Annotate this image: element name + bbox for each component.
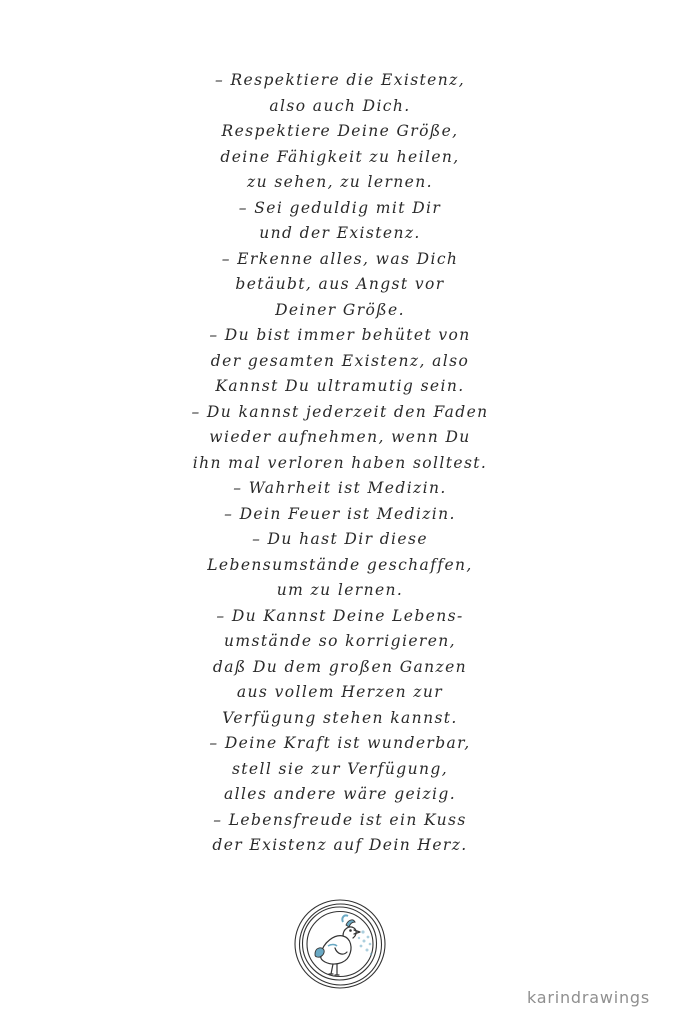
poem-line: – Wahrheit ist Medizin. xyxy=(233,479,447,497)
poem-line: – Erkenne alles, was Dich xyxy=(221,249,459,268)
poem-line: – Du hast Dir diese xyxy=(252,530,428,548)
poem-line: – Du bist immer behütet von xyxy=(209,326,471,344)
poem-line: Kannst Du ultramutig sein. xyxy=(215,377,465,395)
bird-in-circle-icon xyxy=(291,896,389,992)
poem-line: der gesamten Existenz, also xyxy=(210,351,470,370)
poem-line: und der Existenz. xyxy=(259,224,421,242)
poem-line: Lebensumstände geschaffen, xyxy=(207,555,473,574)
poem-line: daß Du dem großen Ganzen xyxy=(212,657,468,676)
poem-line: – Deine Kraft ist wunderbar, xyxy=(209,734,471,752)
poem-line: – Sei geduldig mit Dir xyxy=(238,198,442,217)
poem-line: deine Fähigkeit zu heilen, xyxy=(220,147,460,166)
poem-line: – Dein Feuer ist Medizin. xyxy=(224,504,456,523)
poem-line: – Du Kannst Deine Lebens- xyxy=(216,606,464,625)
poem-line: alles andere wäre geizig. xyxy=(223,785,457,803)
poem-line: um zu lernen. xyxy=(276,581,404,599)
poem-line: – Du kannst jederzeit den Faden xyxy=(191,402,489,421)
poem-line: also auch Dich. xyxy=(269,96,411,115)
poem-line: zu sehen, zu lernen. xyxy=(247,173,433,191)
poem-line: betäubt, aus Angst vor xyxy=(235,275,445,293)
poem-line: Verfügung stehen kannst. xyxy=(222,708,458,727)
poem-line: umstände so korrigieren, xyxy=(224,632,456,650)
poem-line: – Lebensfreude ist ein Kuss xyxy=(213,810,467,829)
poem-line: der Existenz auf Dein Herz. xyxy=(212,836,468,854)
handwritten-poem xyxy=(150,68,530,859)
poem-line: ihn mal verloren haben solltest. xyxy=(192,453,488,472)
poem-line: wieder aufnehmen, wenn Du xyxy=(209,428,471,446)
poem-line: – Respektiere die Existenz, xyxy=(214,71,466,89)
poem-line: Respektiere Deine Größe, xyxy=(221,122,459,140)
poem-line: stell sie zur Verfügung, xyxy=(231,759,449,778)
poem-line: aus vollem Herzen zur xyxy=(236,683,444,701)
artist-signature: karindrawings xyxy=(526,988,650,1007)
poem-line: Deiner Größe. xyxy=(275,300,405,319)
